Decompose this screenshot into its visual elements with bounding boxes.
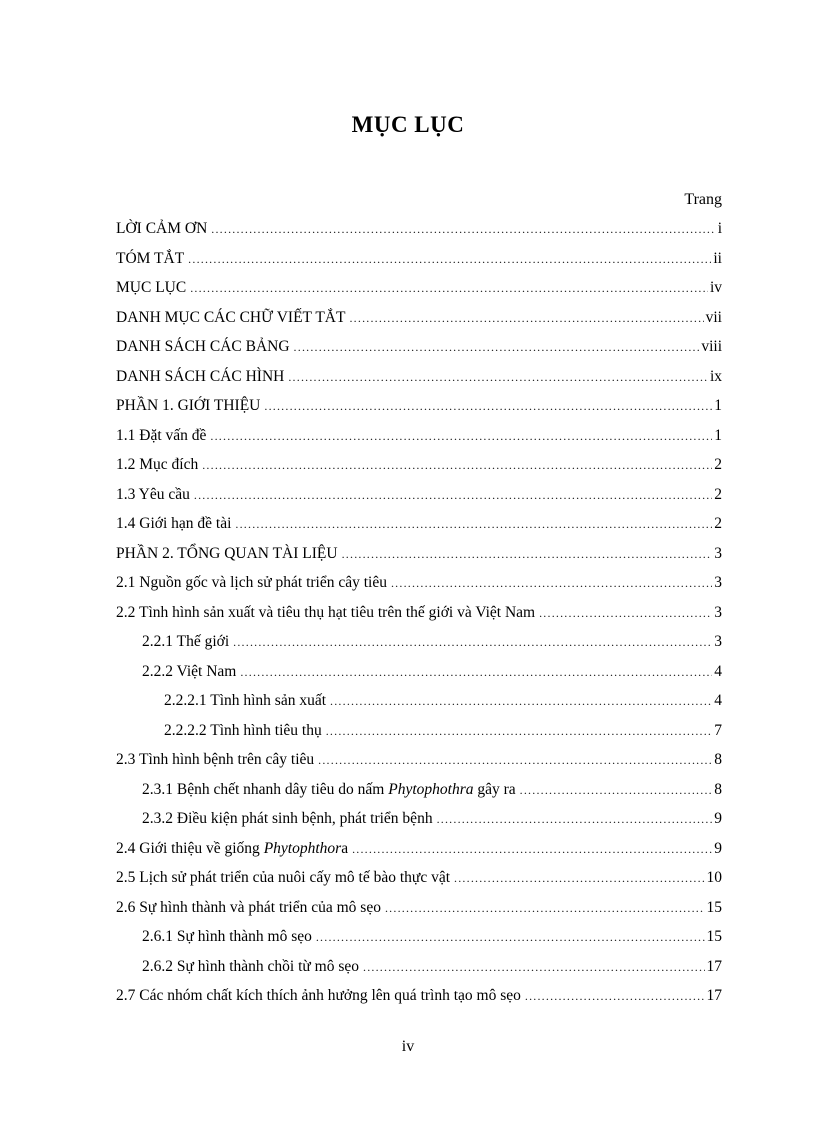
toc-entry[interactable] bbox=[116, 663, 722, 693]
dot-leader bbox=[316, 930, 705, 945]
toc-entry[interactable] bbox=[116, 899, 722, 929]
toc-entry-page: 7 bbox=[714, 721, 722, 739]
toc-entry-text: 2.4 Giới thiệu về giống bbox=[116, 839, 264, 857]
dot-leader bbox=[525, 989, 705, 1004]
toc-entry-label: 2.7 Các nhóm chất kích thích ảnh hưởng lên quá trình tạo mô sẹo bbox=[116, 987, 521, 1004]
toc-entry-page: iv bbox=[709, 279, 722, 296]
toc-entry-italic: Phytophothra bbox=[388, 780, 474, 798]
toc-entry-italic: Phytophthor bbox=[263, 839, 342, 857]
dot-leader bbox=[349, 311, 703, 326]
toc-entry-label: 2.2.2.2 Tình hình tiêu thụ bbox=[164, 721, 322, 739]
table-of-contents bbox=[116, 220, 722, 1017]
toc-entry[interactable] bbox=[116, 810, 722, 840]
toc-entry[interactable] bbox=[116, 486, 722, 516]
toc-entry-label: 2.6.2 Sự hình thành chồi từ mô sẹo bbox=[142, 957, 359, 975]
dot-leader bbox=[288, 370, 708, 385]
toc-entry-page: 3 bbox=[714, 633, 722, 650]
toc-entry-label: 1.1 Đặt vấn đề bbox=[116, 426, 207, 444]
dot-leader bbox=[437, 812, 713, 827]
dot-leader bbox=[352, 842, 712, 857]
toc-entry[interactable] bbox=[116, 338, 722, 368]
page-column-header: Trang bbox=[684, 191, 722, 208]
toc-entry-label: 2.1 Nguồn gốc và lịch sử phát triển cây tiêu bbox=[116, 574, 387, 591]
dot-leader bbox=[318, 753, 712, 768]
toc-entry[interactable] bbox=[116, 633, 722, 663]
toc-entry-page: 15 bbox=[706, 898, 722, 916]
toc-entry[interactable] bbox=[116, 958, 722, 988]
toc-entry-label: 2.2.1 Thế giới bbox=[142, 633, 230, 650]
toc-entry[interactable] bbox=[116, 781, 722, 811]
toc-entry-label: 1.3 Yêu cầu bbox=[116, 485, 190, 503]
toc-entry-page: 17 bbox=[706, 987, 722, 1004]
toc-entry[interactable] bbox=[116, 574, 722, 604]
toc-entry[interactable] bbox=[116, 545, 722, 575]
toc-entry-page: 3 bbox=[714, 544, 722, 562]
toc-entry[interactable] bbox=[116, 250, 722, 280]
toc-entry-page: ix bbox=[709, 367, 722, 385]
toc-entry-page: 2 bbox=[714, 485, 722, 503]
toc-entry-label: MỤC LỤC bbox=[116, 279, 187, 296]
toc-entry-page: 10 bbox=[706, 869, 722, 886]
toc-entry-page: 9 bbox=[714, 839, 722, 857]
toc-entry-label: PHẦN 2. TỔNG QUAN TÀI LIỆU bbox=[116, 544, 338, 562]
toc-entry-label: PHẦN 1. GIỚI THIỆU bbox=[116, 397, 261, 414]
toc-entry-label: 1.2 Mục đích bbox=[116, 456, 199, 473]
toc-entry[interactable] bbox=[116, 456, 722, 486]
toc-entry-label: 2.2.2 Việt Nam bbox=[142, 662, 237, 680]
dot-leader bbox=[330, 694, 712, 709]
dot-leader bbox=[194, 488, 712, 503]
toc-entry-label bbox=[142, 781, 516, 799]
toc-entry-label: TÓM TẮT bbox=[116, 249, 185, 267]
toc-entry[interactable] bbox=[116, 692, 722, 722]
dot-leader bbox=[363, 960, 705, 975]
toc-entry-label: 2.6 Sự hình thành và phát triển của mô sẹo bbox=[116, 898, 381, 916]
toc-entry-page: 3 bbox=[714, 574, 722, 591]
toc-entry-page: 2 bbox=[714, 456, 722, 473]
toc-entry[interactable] bbox=[116, 869, 722, 899]
toc-entry-page: 3 bbox=[714, 603, 722, 621]
toc-entry-text: gây ra bbox=[473, 780, 516, 798]
dot-leader bbox=[210, 429, 712, 444]
toc-entry-label: 1.4 Giới hạn đề tài bbox=[116, 515, 232, 532]
toc-entry[interactable] bbox=[116, 928, 722, 958]
toc-entry-label bbox=[116, 840, 348, 858]
toc-entry-label: 2.6.1 Sự hình thành mô sẹo bbox=[142, 928, 312, 945]
toc-entry-label: 2.2.2.1 Tình hình sản xuất bbox=[164, 692, 327, 709]
toc-entry-page: 4 bbox=[714, 662, 722, 680]
toc-entry-label: 2.2 Tình hình sản xuất và tiêu thụ hạt tiêu trên thế giới và Việt Nam bbox=[116, 603, 536, 621]
dot-leader bbox=[190, 281, 708, 296]
toc-entry[interactable] bbox=[116, 427, 722, 457]
toc-entry-text: 2.3.1 Bệnh chết nhanh dây tiêu do nấm bbox=[142, 780, 389, 798]
toc-entry-label: LỜI CẢM ƠN bbox=[116, 220, 208, 237]
page-title: MỤC LỤC bbox=[351, 112, 465, 137]
toc-entry[interactable] bbox=[116, 397, 722, 427]
toc-entry-page: 17 bbox=[706, 957, 722, 975]
toc-entry-page: 15 bbox=[706, 928, 722, 945]
toc-entry[interactable] bbox=[116, 604, 722, 634]
toc-entry-label: 2.5 Lịch sử phát triển của nuôi cấy mô tế bào thực vật bbox=[116, 869, 451, 886]
dot-leader bbox=[539, 606, 712, 621]
dot-leader bbox=[233, 635, 712, 650]
toc-entry[interactable] bbox=[116, 279, 722, 309]
toc-entry[interactable] bbox=[116, 515, 722, 545]
toc-entry[interactable] bbox=[116, 840, 722, 870]
page-number-footer: iv bbox=[401, 1038, 415, 1055]
toc-entry[interactable] bbox=[116, 220, 722, 250]
toc-entry-label: DANH MỤC CÁC CHỮ VIẾT TẮT bbox=[116, 308, 346, 326]
toc-entry-label: DANH SÁCH CÁC BẢNG bbox=[116, 338, 290, 355]
toc-entry-label: DANH SÁCH CÁC HÌNH bbox=[116, 367, 285, 385]
toc-entry[interactable] bbox=[116, 987, 722, 1017]
dot-leader bbox=[294, 340, 700, 355]
toc-entry-page: 1 bbox=[714, 397, 722, 414]
toc-entry-page: 9 bbox=[714, 810, 722, 827]
dot-leader bbox=[391, 576, 712, 591]
toc-entry-page: 2 bbox=[714, 515, 722, 532]
dot-leader bbox=[520, 783, 713, 798]
toc-entry-page: vii bbox=[705, 308, 722, 326]
toc-entry-page: 8 bbox=[714, 780, 722, 798]
dot-leader bbox=[188, 252, 711, 267]
dot-leader bbox=[240, 665, 712, 680]
toc-entry-text: a bbox=[341, 839, 349, 857]
dot-leader bbox=[342, 547, 713, 562]
toc-entry[interactable] bbox=[116, 722, 722, 752]
dot-leader bbox=[454, 871, 704, 886]
toc-entry-page: 4 bbox=[714, 692, 722, 709]
dot-leader bbox=[202, 458, 712, 473]
dot-leader bbox=[264, 399, 712, 414]
toc-entry-page: 1 bbox=[714, 426, 722, 444]
toc-entry[interactable] bbox=[116, 751, 722, 781]
toc-entry[interactable] bbox=[116, 368, 722, 398]
dot-leader bbox=[211, 222, 715, 237]
toc-entry-label: 2.3.2 Điều kiện phát sinh bệnh, phát triển bệnh bbox=[142, 810, 433, 827]
dot-leader bbox=[326, 724, 713, 739]
toc-entry-page: viii bbox=[701, 338, 722, 355]
toc-entry-page: 8 bbox=[714, 751, 722, 768]
toc-entry-label: 2.3 Tình hình bệnh trên cây tiêu bbox=[116, 751, 315, 768]
dot-leader bbox=[235, 517, 712, 532]
toc-entry-page: ii bbox=[713, 249, 722, 267]
toc-entry[interactable] bbox=[116, 309, 722, 339]
toc-entry-page: i bbox=[717, 220, 722, 237]
dot-leader bbox=[385, 901, 705, 916]
